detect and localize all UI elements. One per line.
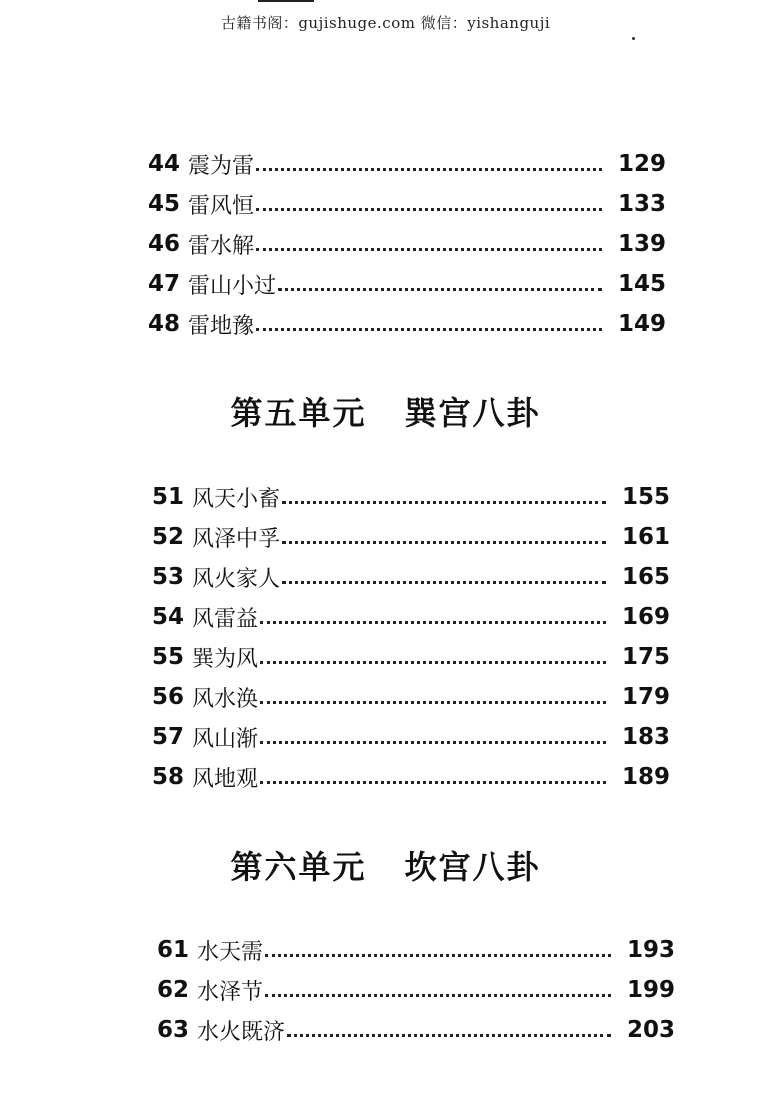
entry-title: 风火家人	[192, 566, 281, 592]
entry-number: 45	[148, 191, 181, 217]
dot-leader	[260, 739, 606, 744]
toc-entry[interactable]	[152, 717, 670, 757]
toc-entry[interactable]	[148, 224, 666, 264]
entry-title: 巽为风	[192, 646, 259, 672]
toc-entry[interactable]	[152, 517, 670, 557]
toc-entry[interactable]	[157, 1010, 675, 1050]
entry-title: 风泽中孚	[192, 526, 281, 552]
entry-title: 风地观	[192, 766, 259, 792]
entry-number: 61	[157, 937, 190, 963]
entry-number: 46	[148, 231, 181, 257]
entry-title: 水火既济	[197, 1019, 286, 1045]
toc-entry[interactable]	[152, 677, 670, 717]
dot-leader	[256, 166, 602, 171]
toc-list	[148, 144, 666, 344]
toc-entry[interactable]	[152, 477, 670, 517]
unit-title: 巽宫八卦	[404, 394, 541, 432]
entry-page: 139	[617, 231, 666, 257]
unit-number: 第五单元	[230, 394, 367, 432]
unit-number: 第六单元	[230, 848, 367, 886]
toc-entry[interactable]	[157, 970, 675, 1010]
dot-leader	[278, 286, 602, 291]
entry-page: 189	[621, 764, 670, 790]
entry-page: 203	[626, 1017, 675, 1043]
entry-title: 风天小畜	[192, 486, 281, 512]
entry-title: 雷水解	[188, 233, 255, 259]
dot-leader	[282, 499, 606, 504]
entry-page: 155	[621, 484, 670, 510]
unit-heading	[0, 842, 771, 888]
dot-leader	[282, 579, 606, 584]
toc-list	[157, 930, 675, 1050]
entry-number: 57	[152, 724, 185, 750]
dot-leader	[265, 992, 611, 997]
entry-title: 水泽节	[197, 979, 264, 1005]
entry-number: 48	[148, 311, 181, 337]
entry-number: 53	[152, 564, 185, 590]
dot-leader	[256, 206, 602, 211]
entry-title: 风水涣	[192, 686, 259, 712]
watermark: 古籍书阁：gujishuge.com 微信：yishanguji	[220, 14, 551, 32]
entry-page: 133	[617, 191, 666, 217]
dot-leader	[260, 619, 606, 624]
entry-page: 175	[621, 644, 670, 670]
toc-entry[interactable]	[152, 757, 670, 797]
dot-leader	[256, 246, 602, 251]
entry-number: 44	[148, 151, 181, 177]
entry-number: 63	[157, 1017, 190, 1043]
entry-page: 149	[617, 311, 666, 337]
dot-leader	[260, 779, 606, 784]
dot-leader	[260, 699, 606, 704]
entry-page: 129	[617, 151, 666, 177]
dot-leader	[260, 659, 606, 664]
entry-title: 雷地豫	[188, 313, 255, 339]
entry-number: 56	[152, 684, 185, 710]
entry-page: 165	[621, 564, 670, 590]
dot-leader	[282, 539, 606, 544]
entry-number: 52	[152, 524, 185, 550]
entry-page: 145	[617, 271, 666, 297]
entry-title: 雷山小过	[188, 273, 277, 299]
toc-entry[interactable]	[148, 304, 666, 344]
entry-number: 54	[152, 604, 185, 630]
entry-title: 水天需	[197, 939, 264, 965]
dot-leader	[265, 952, 611, 957]
entry-number: 55	[152, 644, 185, 670]
entry-title: 风雷益	[192, 606, 259, 632]
speck	[632, 37, 635, 40]
toc-entry[interactable]	[148, 144, 666, 184]
toc-entry[interactable]	[148, 264, 666, 304]
dot-leader	[287, 1032, 611, 1037]
dot-leader	[256, 326, 602, 331]
entry-page: 193	[626, 937, 675, 963]
entry-page: 179	[621, 684, 670, 710]
unit-heading	[0, 388, 771, 434]
toc-entry[interactable]	[152, 597, 670, 637]
toc-list	[152, 477, 670, 797]
unit-title: 坎宫八卦	[404, 848, 541, 886]
entry-page: 161	[621, 524, 670, 550]
top-rule	[258, 0, 314, 2]
entry-number: 58	[152, 764, 185, 790]
entry-number: 51	[152, 484, 185, 510]
toc-entry[interactable]	[157, 930, 675, 970]
entry-number: 62	[157, 977, 190, 1003]
entry-page: 199	[626, 977, 675, 1003]
entry-title: 风山渐	[192, 726, 259, 752]
entry-title: 雷风恒	[188, 193, 255, 219]
toc-entry[interactable]	[152, 557, 670, 597]
entry-page: 169	[621, 604, 670, 630]
toc-entry[interactable]	[148, 184, 666, 224]
entry-title: 震为雷	[188, 153, 255, 179]
toc-entry[interactable]	[152, 637, 670, 677]
entry-number: 47	[148, 271, 181, 297]
entry-page: 183	[621, 724, 670, 750]
